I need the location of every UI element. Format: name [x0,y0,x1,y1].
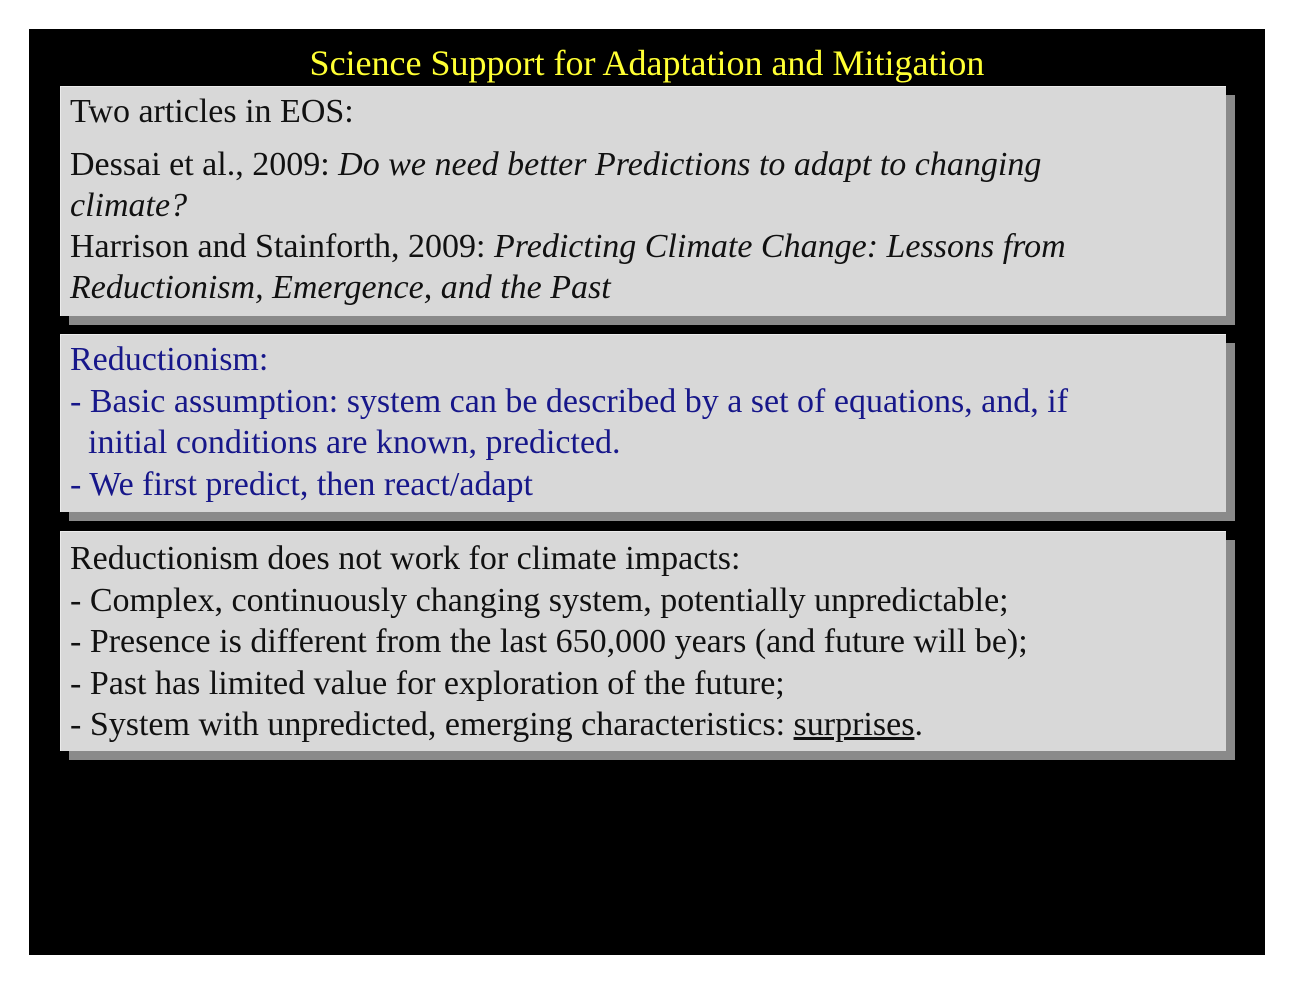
reference-harrison [70,226,1066,267]
bullet-surprises [70,704,923,745]
bullet-predict-adapt: - We first predict, then react/adapt [70,466,533,503]
articles-box [60,86,1226,316]
surprises-emphasis: surprises [793,706,915,743]
reference-title: Predicting Climate Change: Lessons from [494,228,1066,265]
articles-heading: Two articles in EOS: [70,93,354,130]
bullet-surprises-prefix: - System with unpredicted, emerging characteristics: [70,706,794,743]
reference-title: Do we need better Predictions to adapt to changing [338,146,1042,183]
bullet-complex-system: - Complex, continuously changing system, potentially unpredictable; [70,582,1009,619]
bullet-basic-assumption: - Basic assumption: system can be described by a set of equations, and, if [70,383,1069,420]
slide-title: Science Support for Adaptation and Mitigation [309,43,985,83]
reductionism-heading: Reductionism: [70,341,269,378]
reference-author: Dessai et al., 2009: [70,146,339,183]
bullet-presence-different: - Presence is different from the last 650,000 years (and future will be); [70,623,1028,660]
climate-impacts-heading: Reductionism does not work for climate impacts: [70,540,741,577]
bullet-basic-assumption-continued: initial conditions are known, predicted. [88,424,621,461]
bullet-past-limited: - Past has limited value for exploration of the future; [70,665,785,702]
climate-impacts-box [60,531,1226,751]
bullet-surprises-suffix: . [914,706,923,743]
reference-title-continued: climate? [70,187,188,224]
reference-author: Harrison and Stainforth, 2009: [70,228,494,265]
reductionism-box [60,334,1226,512]
slide [29,29,1265,955]
reference-title-continued: Reductionism, Emergence, and the Past [70,269,611,306]
reference-dessai [70,144,1041,185]
